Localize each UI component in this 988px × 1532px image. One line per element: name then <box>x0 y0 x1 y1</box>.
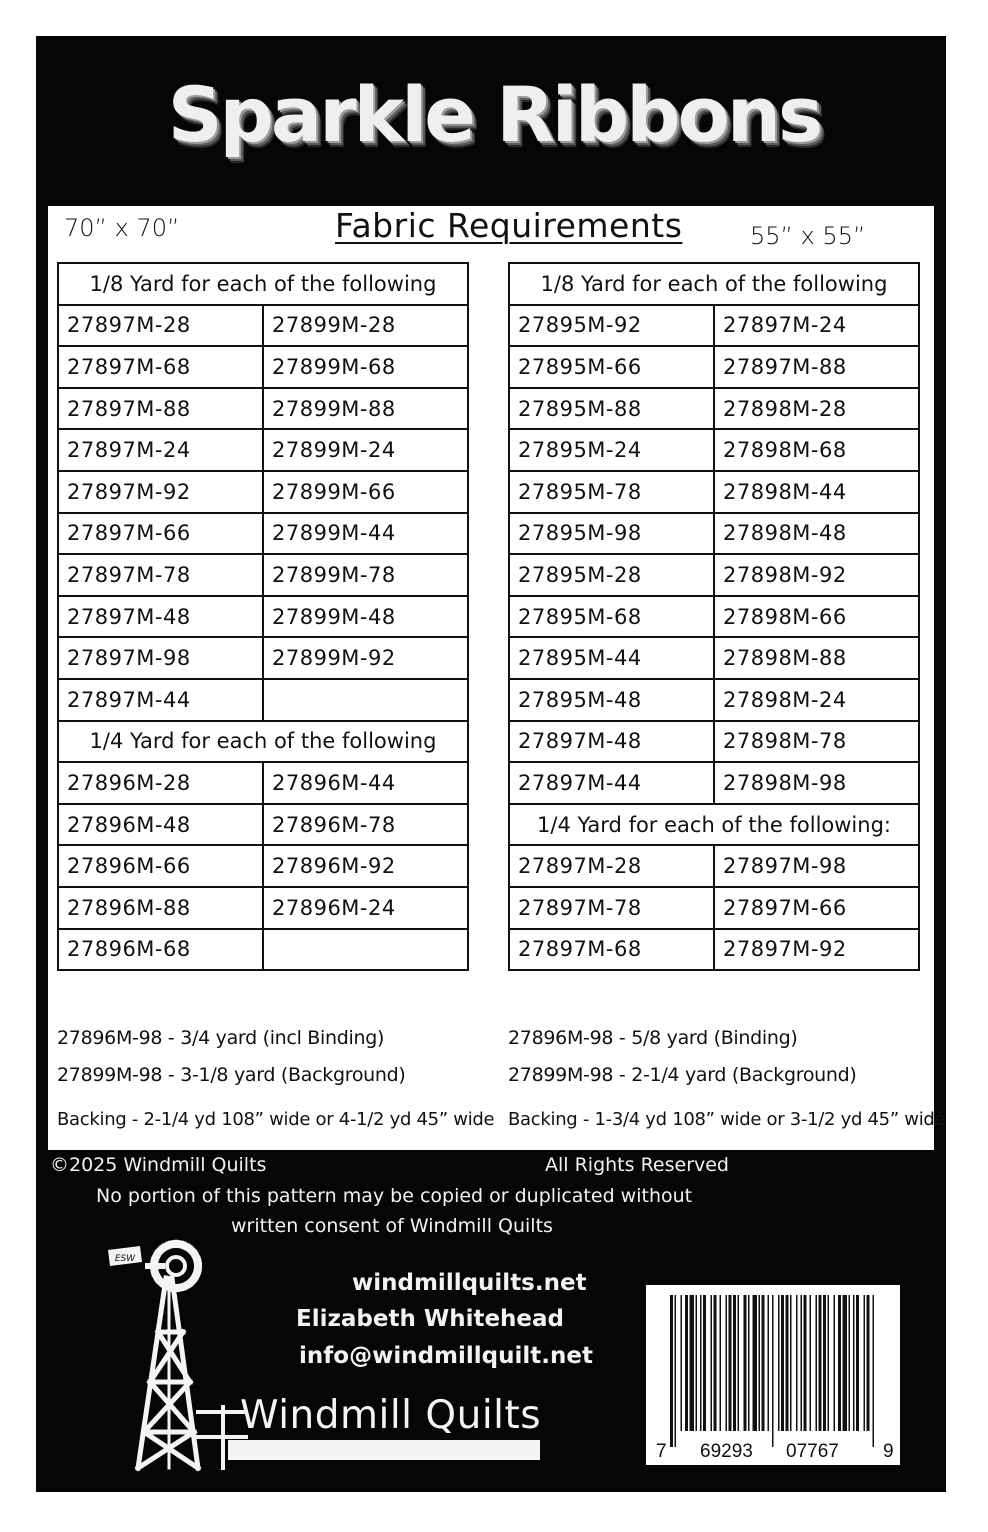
barcode-bar <box>733 1295 736 1431</box>
fabric-code-cell: 27898M-88 <box>714 637 919 679</box>
fabric-code-cell: 27899M-24 <box>263 429 468 471</box>
barcode-bar <box>838 1295 841 1431</box>
fabric-code-cell: 27899M-44 <box>263 513 468 555</box>
table-row <box>509 554 919 596</box>
barcode-bar <box>759 1295 761 1431</box>
fabric-code-cell: 27895M-88 <box>509 388 714 430</box>
barcode-digit-last: 9 <box>883 1441 894 1462</box>
table-row <box>509 845 919 887</box>
barcode-bar <box>772 1295 774 1447</box>
table-row <box>509 388 919 430</box>
fabric-code-cell: 27896M-24 <box>263 887 468 929</box>
fabric-code-cell: 27897M-28 <box>509 845 714 887</box>
barcode-bar <box>873 1295 875 1447</box>
table-row <box>58 513 468 555</box>
barcode-digit-first: 7 <box>656 1441 667 1462</box>
fabric-code-cell <box>263 679 468 721</box>
table-row <box>509 596 919 638</box>
fabric-code-cell: 27895M-92 <box>509 305 714 347</box>
barcode-bar <box>738 1295 740 1431</box>
fabric-code-cell: 27897M-68 <box>509 929 714 971</box>
barcode-bar <box>711 1295 713 1431</box>
fabric-code-cell: 27895M-44 <box>509 637 714 679</box>
fabric-code-cell: 27896M-44 <box>263 762 468 804</box>
barcode-digits-group-2: 07767 <box>786 1441 839 1462</box>
barcode <box>646 1285 900 1465</box>
fabric-code-cell <box>263 929 468 971</box>
fabric-code-cell: 27897M-66 <box>714 887 919 929</box>
fabric-code-cell: 27899M-68 <box>263 346 468 388</box>
table-row <box>58 929 468 971</box>
table-row <box>58 762 468 804</box>
rights-reserved: All Rights Reserved <box>545 1154 729 1176</box>
fabric-code-cell: 27897M-92 <box>714 929 919 971</box>
barcode-bar <box>700 1295 702 1431</box>
barcode-bar <box>696 1295 698 1431</box>
fabric-table-small <box>508 262 920 971</box>
fabric-code-cell: 27896M-68 <box>58 929 263 971</box>
note-right-backing: Backing - 1-3/4 yd 108” wide or 3-1/2 yd 45” wide <box>508 1109 946 1130</box>
note-right-background: 27899M-98 - 2-1/4 yard (Background) <box>508 1064 857 1086</box>
table-row <box>58 554 468 596</box>
barcode-bar <box>753 1295 758 1431</box>
table-row <box>58 887 468 929</box>
barcode-bars <box>670 1295 876 1447</box>
barcode-bar <box>816 1295 818 1431</box>
barcode-bar <box>720 1295 722 1431</box>
note-left-background: 27899M-98 - 3-1/8 yard (Background) <box>57 1064 406 1086</box>
barcode-bar <box>819 1295 822 1431</box>
fabric-code-cell: 27896M-66 <box>58 845 263 887</box>
right-header: 1/4 Yard for each of the following: <box>509 804 919 846</box>
barcode-bar <box>768 1295 770 1431</box>
barcode-bar <box>670 1295 673 1447</box>
barcode-bar <box>748 1295 750 1431</box>
logo-wordmark: Windmill Quilts <box>240 1393 542 1438</box>
table-row <box>509 679 919 721</box>
note-left-backing: Backing - 2-1/4 yd 108” wide or 4-1/2 yd 45” wide <box>57 1109 495 1130</box>
table-row <box>509 637 919 679</box>
fabric-code-cell: 27899M-28 <box>263 305 468 347</box>
disclaimer-line-2: written consent of Windmill Quilts <box>231 1215 553 1237</box>
fabric-code-cell: 27895M-78 <box>509 471 714 513</box>
table-row <box>58 845 468 887</box>
barcode-bar <box>762 1295 765 1431</box>
fabric-code-cell: 27897M-44 <box>58 679 263 721</box>
barcode-bar <box>856 1295 859 1431</box>
left-header: 1/4 Yard for each of the following <box>58 721 468 763</box>
table-row <box>509 929 919 971</box>
fabric-code-cell: 27898M-78 <box>714 721 919 763</box>
barcode-digits-group-1: 69293 <box>700 1441 753 1462</box>
fabric-code-cell: 27895M-28 <box>509 554 714 596</box>
designer-name: Elizabeth Whitehead <box>296 1306 565 1332</box>
fabric-code-cell: 27899M-66 <box>263 471 468 513</box>
table-row <box>509 887 919 929</box>
barcode-bar <box>804 1295 807 1431</box>
barcode-bar <box>853 1295 855 1431</box>
fabric-code-cell: 27897M-24 <box>58 429 263 471</box>
fabric-code-cell: 27897M-68 <box>58 346 263 388</box>
fabric-code-cell: 27897M-78 <box>58 554 263 596</box>
fabric-code-cell: 27899M-88 <box>263 388 468 430</box>
barcode-bar <box>801 1295 803 1431</box>
fabric-code-cell: 27899M-78 <box>263 554 468 596</box>
barcode-bar <box>781 1295 784 1431</box>
website-link[interactable]: windmillquilts.net <box>352 1270 587 1296</box>
barcode-bar <box>864 1295 866 1431</box>
fabric-code-cell: 27897M-66 <box>58 513 263 555</box>
fabric-code-cell: 27897M-28 <box>58 305 263 347</box>
email-link[interactable]: info@windmillquilt.net <box>299 1343 593 1369</box>
barcode-bar <box>703 1295 706 1431</box>
right-header: 1/8 Yard for each of the following <box>509 263 919 305</box>
fabric-code-cell: 27899M-92 <box>263 637 468 679</box>
fabric-code-cell: 27898M-68 <box>714 429 919 471</box>
fabric-code-cell: 27898M-24 <box>714 679 919 721</box>
disclaimer-line-1: No portion of this pattern may be copied or duplicated without <box>96 1185 693 1207</box>
fabric-requirements-heading: Fabric Requirements <box>335 206 683 245</box>
fabric-code-cell: 27898M-92 <box>714 554 919 596</box>
table-row <box>58 305 468 347</box>
pattern-title: Sparkle Ribbons <box>167 70 821 159</box>
quilt-size-large: 70” x 70” <box>64 214 180 242</box>
barcode-bar <box>810 1295 812 1431</box>
note-right-binding: 27896M-98 - 5/8 yard (Binding) <box>508 1027 798 1049</box>
fabric-code-cell: 27897M-98 <box>714 845 919 887</box>
note-left-binding: 27896M-98 - 3/4 yard (incl Binding) <box>57 1027 385 1049</box>
barcode-bar <box>786 1295 789 1431</box>
barcode-bar <box>778 1295 780 1431</box>
fabric-table-large <box>57 262 469 971</box>
fabric-code-cell: 27897M-48 <box>58 596 263 638</box>
table-row <box>58 388 468 430</box>
barcode-bar <box>849 1295 851 1431</box>
table-row <box>58 637 468 679</box>
barcode-bar <box>690 1295 695 1431</box>
fabric-code-cell: 27897M-88 <box>58 388 263 430</box>
barcode-bar <box>714 1295 717 1431</box>
barcode-bar <box>823 1295 826 1431</box>
fabric-code-cell: 27898M-48 <box>714 513 919 555</box>
table-row <box>58 346 468 388</box>
table-row <box>58 804 468 846</box>
barcode-bar <box>834 1295 836 1431</box>
fabric-code-cell: 27897M-48 <box>509 721 714 763</box>
fabric-code-cell: 27898M-98 <box>714 762 919 804</box>
fabric-code-cell: 27897M-88 <box>714 346 919 388</box>
fabric-code-cell: 27898M-66 <box>714 596 919 638</box>
barcode-bar <box>828 1295 830 1431</box>
fabric-code-cell: 27895M-66 <box>509 346 714 388</box>
fabric-code-cell: 27899M-48 <box>263 596 468 638</box>
left-header: 1/8 Yard for each of the following <box>58 263 468 305</box>
fabric-code-cell: 27897M-92 <box>58 471 263 513</box>
windmill-logo-icon <box>88 1232 248 1472</box>
fabric-code-cell: 27898M-44 <box>714 471 919 513</box>
barcode-bar <box>744 1295 747 1431</box>
copyright: ©2025 Windmill Quilts <box>50 1154 267 1176</box>
table-row <box>509 346 919 388</box>
fabric-code-cell: 27895M-68 <box>509 596 714 638</box>
fabric-code-cell: 27895M-48 <box>509 679 714 721</box>
table-row <box>58 679 468 721</box>
fabric-code-cell: 27895M-24 <box>509 429 714 471</box>
barcode-bar <box>675 1295 677 1447</box>
table-row <box>509 721 919 763</box>
table-row <box>509 513 919 555</box>
logo-badge: ESW <box>114 1254 136 1264</box>
table-row <box>58 429 468 471</box>
barcode-bar <box>685 1295 688 1431</box>
barcode-bar <box>726 1295 728 1431</box>
table-row <box>509 305 919 347</box>
fabric-code-cell: 27896M-92 <box>263 845 468 887</box>
table-row <box>58 471 468 513</box>
fabric-code-cell: 27896M-48 <box>58 804 263 846</box>
barcode-bar <box>681 1295 683 1431</box>
fabric-code-cell: 27898M-28 <box>714 388 919 430</box>
fabric-code-cell: 27895M-98 <box>509 513 714 555</box>
barcode-bar <box>729 1295 732 1431</box>
table-row <box>509 471 919 513</box>
fabric-code-cell: 27896M-88 <box>58 887 263 929</box>
logo-baseline <box>228 1440 540 1460</box>
barcode-bar <box>867 1295 870 1431</box>
barcode-bar <box>796 1295 798 1431</box>
table-row <box>58 596 468 638</box>
barcode-bar <box>790 1295 792 1431</box>
fabric-code-cell: 27897M-24 <box>714 305 919 347</box>
barcode-bar <box>843 1295 848 1431</box>
fabric-code-cell: 27897M-98 <box>58 637 263 679</box>
table-row <box>509 429 919 471</box>
fabric-code-cell: 27896M-78 <box>263 804 468 846</box>
table-row <box>509 762 919 804</box>
fabric-code-cell: 27897M-78 <box>509 887 714 929</box>
quilt-size-small: 55” x 55” <box>750 222 866 250</box>
fabric-code-cell: 27896M-28 <box>58 762 263 804</box>
fabric-code-cell: 27897M-44 <box>509 762 714 804</box>
